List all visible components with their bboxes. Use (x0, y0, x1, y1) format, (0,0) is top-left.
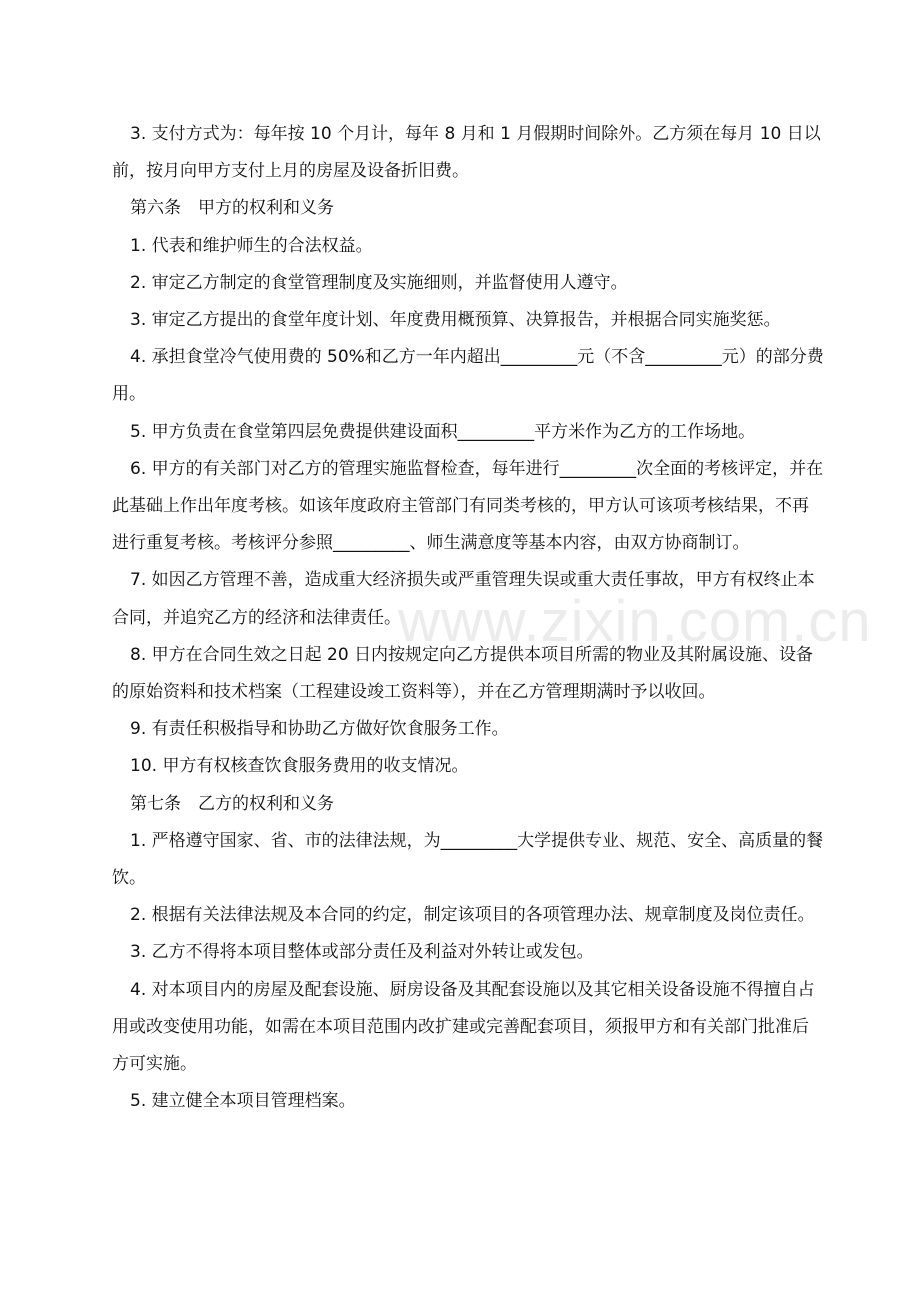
article-6-item-7: 7. 如因乙方管理不善，造成重大经济损失或严重管理失误或重大责任事故，甲方有权终止本合同，并追究乙方的经济和法律责任。 (112, 570, 815, 628)
article-6-item-8: 8. 甲方在合同生效之日起 20 日内按规定向乙方提供本项目所需的物业及其附属设施、设备的原始资料和技术档案（工程建设竣工资料等），并在乙方管理期满时予以收回。 (112, 644, 814, 703)
article-6-item-6: 6. 甲方的有关部门对乙方的管理实施监督检查，每年进行_________次全面的考核评定，并在此基础上作出年度考核。如该年度政府主管部门有同类考核的，甲方认可该项考核结果，不再进行重复考核。考核评分参照_________、师生满意度等基本内容，由双方协商制订。 (112, 458, 824, 554)
clause-5-3-payment-method: 3. 支付方式为：每年按 10 个月计，每年 8 月和 1 月假期时间除外。乙方须在每月 10 日以前，按月向甲方支付上月的房屋及设备折旧费。 (112, 124, 821, 182)
article-6-item-5: 5. 甲方负责在食堂第四层免费提供建设面积_________平方米作为乙方的工作场地。 (130, 421, 756, 442)
article-6-item-1: 1. 代表和维护师生的合法权益。 (130, 235, 373, 256)
article-7-item-4: 4. 对本项目内的房屋及配套设施、厨房设备及其配套设施以及其它相关设备设施不得擅自占用或改变使用功能，如需在本项目范围内改扩建或完善配套项目，须报甲方和有关部门批准后方可实施。 (112, 979, 815, 1075)
article-7-item-2: 2. 根据有关法律法规及本合同的约定，制定该项目的各项管理办法、规章制度及岗位责任。 (130, 905, 815, 926)
article-7-heading: 第七条 乙方的权利和义务 (130, 793, 334, 814)
article-6-item-3: 3. 审定乙方提出的食堂年度计划、年度费用概预算、决算报告，并根据合同实施奖惩。 (130, 310, 781, 331)
article-7-item-1: 1. 严格遵守国家、省、市的法律法规，为_________大学提供专业、规范、安全、高质量的餐饮。 (112, 830, 824, 889)
article-6-item-4: 4. 承担食堂冷气使用费的 50%和乙方一年内超出_________元（不含_________元）的部分费用。 (112, 347, 824, 405)
article-6-item-9: 9. 有责任积极指导和协助乙方做好饮食服务工作。 (130, 719, 509, 740)
article-6-item-10: 10. 甲方有权核查饮食服务费用的收支情况。 (130, 756, 469, 777)
article-7-item-3: 3. 乙方不得将本项目整体或部分责任及利益对外转让或发包。 (130, 942, 594, 963)
document-body (112, 116, 824, 1120)
article-7-item-5: 5. 建立健全本项目管理档案。 (130, 1091, 356, 1112)
article-6-item-2: 2. 审定乙方制定的食堂管理制度及实施细则，并监督使用人遵守。 (130, 272, 628, 293)
watermark-text: www.zixin.com.cn (398, 589, 872, 654)
article-6-heading: 第六条 甲方的权利和义务 (130, 198, 334, 219)
